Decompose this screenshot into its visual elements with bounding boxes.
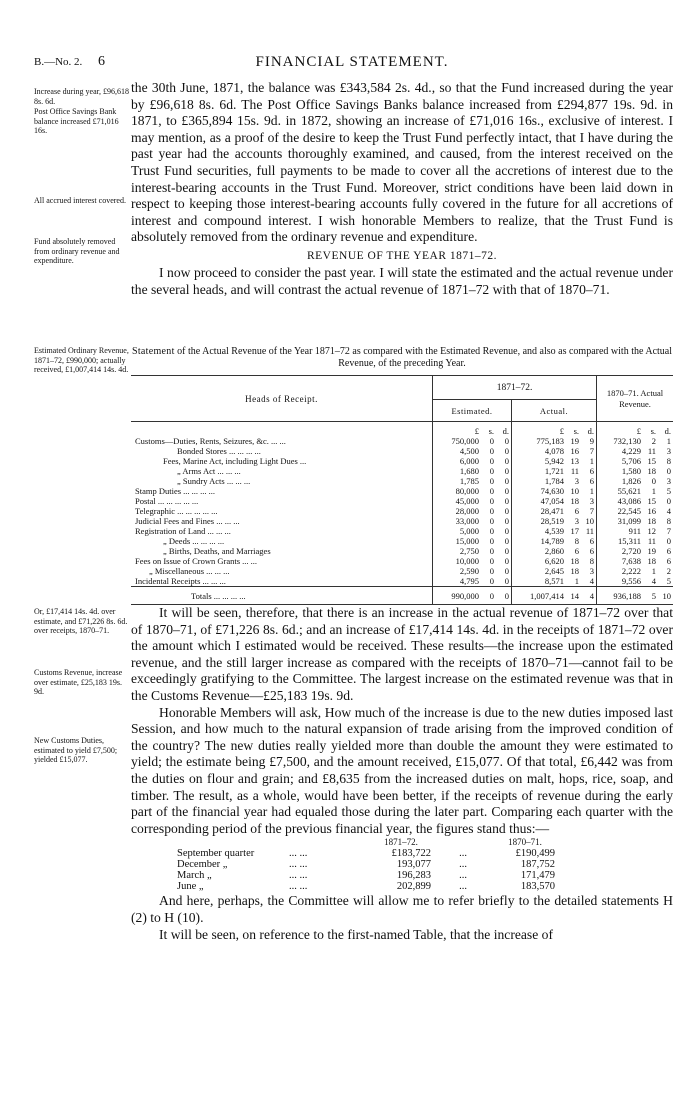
- table-row: [131, 526, 673, 536]
- amount-shillings: 0: [489, 546, 494, 556]
- money-cell: [433, 576, 512, 587]
- receipt-head: „ Arms Act ... ... ...: [177, 466, 241, 476]
- amount-shillings: 1: [651, 486, 656, 496]
- units-cell: [433, 422, 512, 437]
- amount-pounds: 28,000: [455, 506, 479, 516]
- quarter-col-1870-71: 1870–71.: [508, 837, 542, 848]
- amount-pounds: 6,620: [544, 556, 564, 566]
- amount-shillings: 0: [489, 486, 494, 496]
- amount-pounds: 1,680: [459, 466, 479, 476]
- totals-row: [131, 587, 673, 605]
- amount-pence: 0: [504, 466, 509, 476]
- caption-text: of the Actual Revenue of the Year 1871–72 as compared with the Estimated Revenue, and also as compared with the Actual Revenue, of the preceding Year.: [177, 346, 673, 369]
- amount-pence: 0: [504, 446, 509, 456]
- amount-pence: 3: [666, 476, 671, 486]
- amount-pence: 2: [666, 566, 671, 576]
- money-cell: [512, 436, 597, 446]
- receipt-head: Incidental Receipts ... ... ...: [135, 576, 226, 586]
- amount-shillings: 16: [570, 446, 579, 456]
- amount-shillings: 19: [570, 436, 579, 446]
- revenue-table: [131, 375, 673, 605]
- money-cell: [597, 587, 674, 605]
- unit-pence: d.: [587, 426, 594, 436]
- quarter-value-1870-71: 187,752: [520, 859, 555, 871]
- amount-pence: 7: [666, 526, 671, 536]
- amount-pence: 3: [589, 566, 594, 576]
- money-cell: [433, 516, 512, 526]
- amount-pounds: 45,000: [455, 496, 479, 506]
- money-cell: [597, 516, 674, 526]
- page-number: 6: [98, 54, 105, 69]
- amount-shillings: 0: [489, 466, 494, 476]
- money-cell: [512, 576, 597, 587]
- money-cell: [597, 436, 674, 446]
- money-cell: [597, 526, 674, 536]
- amount-pence: 0: [666, 536, 671, 546]
- amount-shillings: 5: [651, 590, 656, 601]
- money-cell: [597, 536, 674, 546]
- amount-pounds: 14,789: [540, 536, 564, 546]
- table-row: [131, 486, 673, 496]
- amount-pounds: 4,500: [459, 446, 479, 456]
- amount-shillings: 18: [570, 556, 579, 566]
- money-cell: [597, 486, 674, 496]
- amount-pence: 0: [504, 526, 509, 536]
- amount-shillings: 0: [489, 506, 494, 516]
- unit-shillings: s.: [650, 426, 656, 436]
- amount-pence: 6: [589, 536, 594, 546]
- receipt-head: Bonded Stores ... ... ... ...: [177, 446, 261, 456]
- paragraph: the 30th June, 1871, the balance was £343,584 2s. 4d., so that the Fund increased during the year by £96,618 8s. 6d. The Post Office Savings Banks balance increased from £294,877 19s. 9d. in 1871, to £365,894 15s. 9d. in 1872, showing an increase of £71,016 16s., exclusive of interest. I may mention, as a proof of the desire to keep the Trust Fund perfectly intact, that I have during the past year had the accounts thoroughly examined, and caused, from the interest received on the Trust Fund securities, full payments to be made to cover all the accretions of interest due to the interest-bearing accounts in the Trust Fund. Moreover, strict conditions have been laid down in respect to keeping those interest-bearing accounts fully covered in the future for all accretions of interest and compound interest. I wish honorable Members to realize, that the Trust Fund is absolutely removed from the ordinary revenue and expenditure.: [131, 80, 673, 245]
- caption-lead: Statement: [131, 346, 175, 357]
- amount-pence: 0: [504, 546, 509, 556]
- quarter-col-1871-72: 1871–72.: [384, 837, 418, 848]
- quarter-comparison-table: [171, 837, 561, 892]
- amount-pounds: 1,721: [544, 466, 564, 476]
- money-cell: [597, 496, 674, 506]
- amount-pence: 0: [504, 516, 509, 526]
- amount-shillings: 8: [574, 536, 579, 546]
- amount-pence: 6: [666, 556, 671, 566]
- amount-shillings: 18: [647, 556, 656, 566]
- money-cell: [512, 587, 597, 605]
- amount-pounds: 31,099: [617, 516, 641, 526]
- receipt-head: Customs—Duties, Rents, Seizures, &c. ... ...: [135, 436, 286, 446]
- paragraph: I now proceed to consider the past year. I will state the estimated and the actual revenue under the several heads, and will contrast the actual revenue of 1871–72 with that of 1870–71.: [131, 264, 673, 297]
- amount-shillings: 2: [651, 436, 656, 446]
- money-cell: [512, 556, 597, 566]
- margin-note: All accrued interest covered.: [34, 196, 126, 205]
- receipt-head: Judicial Fees and Fines ... ... ...: [135, 516, 240, 526]
- receipt-head: „ Deeds ... ... ... ...: [163, 536, 225, 546]
- paragraph: Honorable Members will ask, How much of the increase is due to the new duties imposed last Session, and how much to the natural expansion of trade arising from the improved condition of the country? The new duties really yielded more than double the amount they were estimated to yield; the estimate being £7,500, and the amount received, £15,077. Of that total, £6,442 was from the duties on flour and grain; and £8,635 from the increased duties on malt, hops, rice, soap, and timber. The result, as a whole, would have been better, if the receipts of revenue during the early part of the financial year had equaled those during the later part. Comparing each quarter with the corresponding period of the previous financial year, the figures stand thus:—: [131, 704, 673, 836]
- money-cell: [512, 566, 597, 576]
- totals-label: Totals ... ... ... ...: [131, 587, 433, 605]
- revenue-table-body: [131, 422, 673, 605]
- amount-pounds: 1,007,414: [530, 590, 564, 601]
- units-blank: [131, 422, 433, 437]
- money-cell: [512, 476, 597, 486]
- amount-pence: 1: [589, 456, 594, 466]
- paragraph: It will be seen, therefore, that there is an increase in the actual revenue of 1871–72 over that of 1870–71, of £71,226 8s. 6d.; and an increase of £17,414 14s. 4d. in the receipts of 1871–72 over the amount which I estimated would be received. These results—the increase upon the estimated revenue, and the still larger increase as compared with the receipts of 1870–71—cannot fail to be exceedingly gratifying to the Committee. The largest increase on the estimated revenue was that in the Customs Revenue—£25,183 19s. 9d.: [131, 605, 673, 703]
- money-cell: [433, 587, 512, 605]
- money-cell: [433, 486, 512, 496]
- amount-shillings: 18: [570, 496, 579, 506]
- money-cell: [512, 486, 597, 496]
- amount-pounds: 47,054: [540, 496, 564, 506]
- quarter-value-1870-71: 183,570: [520, 881, 555, 893]
- quarter-label: September quarter: [177, 848, 255, 860]
- margin-note: Post Office Savings Bank balance increased £71,016 16s.: [34, 107, 119, 135]
- amount-pence: 1: [589, 486, 594, 496]
- money-cell: [512, 546, 597, 556]
- quarter-value-1871-72: 193,077: [396, 859, 431, 871]
- quarter-row: [171, 848, 561, 859]
- revenue-statement: [131, 346, 673, 605]
- amount-pence: 3: [666, 446, 671, 456]
- margin-note: Or, £17,414 14s. 4d. over estimate, and £71,226 8s. 6d. over receipts, 1870–71.: [34, 607, 128, 635]
- money-cell: [433, 536, 512, 546]
- amount-pence: 0: [504, 436, 509, 446]
- money-cell: [433, 546, 512, 556]
- money-cell: [512, 456, 597, 466]
- amount-pounds: 775,183: [536, 436, 564, 446]
- amount-pence: 0: [504, 456, 509, 466]
- amount-pence: 7: [589, 506, 594, 516]
- amount-pence: 0: [504, 536, 509, 546]
- money-cell: [512, 506, 597, 516]
- table-row: [131, 456, 673, 466]
- quarter-value-1870-71: 171,479: [520, 870, 555, 882]
- amount-shillings: 0: [489, 526, 494, 536]
- quarter-value-1871-72: £183,722: [391, 848, 431, 860]
- amount-pounds: 8,571: [544, 576, 564, 586]
- leader-dots: ...: [459, 881, 467, 893]
- table-row: [131, 506, 673, 516]
- amount-pence: 0: [504, 576, 509, 586]
- units-cell: [597, 422, 674, 437]
- margin-note: New Customs Duties, estimated to yield £7,500; yielded £15,077.: [34, 736, 118, 764]
- margin-note: Customs Revenue, increase over estimate, £25,183 19s. 9d.: [34, 668, 123, 696]
- amount-pounds: 80,000: [455, 486, 479, 496]
- money-cell: [597, 546, 674, 556]
- amount-shillings: 0: [489, 556, 494, 566]
- money-cell: [433, 556, 512, 566]
- amount-pence: 5: [666, 486, 671, 496]
- amount-shillings: 0: [651, 476, 656, 486]
- amount-pence: 10: [585, 516, 594, 526]
- quarter-label: June „: [177, 881, 204, 893]
- money-cell: [433, 506, 512, 516]
- amount-shillings: 15: [647, 496, 656, 506]
- amount-pence: 0: [666, 496, 671, 506]
- unit-pence: d.: [502, 426, 509, 436]
- table-caption: [131, 346, 673, 370]
- amount-pounds: 22,545: [617, 506, 641, 516]
- amount-pounds: 4,229: [621, 446, 641, 456]
- table-row: [131, 496, 673, 506]
- table-row: [131, 476, 673, 486]
- amount-pence: 6: [589, 546, 594, 556]
- amount-pence: 4: [589, 576, 594, 586]
- table-row: [131, 466, 673, 476]
- amount-shillings: 0: [489, 456, 494, 466]
- table-row: [131, 536, 673, 546]
- money-cell: [512, 516, 597, 526]
- amount-pence: 11: [585, 526, 594, 536]
- amount-pence: 1: [666, 436, 671, 446]
- amount-pounds: 4,795: [459, 576, 479, 586]
- amount-pence: 6: [666, 546, 671, 556]
- amount-pounds: 2,222: [621, 566, 641, 576]
- page-title: FINANCIAL STATEMENT.: [255, 54, 449, 70]
- amount-shillings: 4: [651, 576, 656, 586]
- money-cell: [597, 476, 674, 486]
- quarter-row: [171, 859, 561, 870]
- amount-pounds: 10,000: [455, 556, 479, 566]
- money-cell: [597, 576, 674, 587]
- amount-pounds: 911: [628, 526, 641, 536]
- amount-shillings: 3: [574, 516, 579, 526]
- money-cell: [433, 476, 512, 486]
- money-cell: [433, 436, 512, 446]
- unit-pound: £: [636, 426, 641, 436]
- amount-pounds: 2,720: [621, 546, 641, 556]
- amount-pence: 0: [504, 506, 509, 516]
- amount-pounds: 5,706: [621, 456, 641, 466]
- amount-shillings: 12: [647, 526, 656, 536]
- amount-pounds: 1,784: [544, 476, 564, 486]
- amount-pounds: 5,000: [459, 526, 479, 536]
- col-group-1871-72: 1871–72.: [433, 376, 597, 400]
- receipt-head: Stamp Duties ... ... ... ...: [135, 486, 216, 496]
- receipt-head: Registration of Land ... ... ...: [135, 526, 231, 536]
- amount-pounds: 2,590: [459, 566, 479, 576]
- amount-pounds: 15,000: [455, 536, 479, 546]
- paragraph: It will be seen, on reference to the first-named Table, that the increase of: [159, 926, 553, 942]
- money-cell: [433, 496, 512, 506]
- amount-shillings: 15: [647, 456, 656, 466]
- amount-shillings: 16: [647, 506, 656, 516]
- amount-shillings: 6: [574, 506, 579, 516]
- amount-pounds: 15,311: [617, 536, 641, 546]
- amount-shillings: 10: [570, 486, 579, 496]
- amount-shillings: 1: [651, 566, 656, 576]
- col-estimated: Estimated.: [433, 400, 512, 422]
- amount-pence: 0: [504, 496, 509, 506]
- amount-pounds: 28,471: [540, 506, 564, 516]
- units-row: [131, 422, 673, 437]
- quarter-value-1870-71: £190,499: [515, 848, 555, 860]
- amount-pence: 4: [589, 590, 594, 601]
- amount-shillings: 0: [489, 496, 494, 506]
- amount-pence: 8: [589, 556, 594, 566]
- margin-note: Increase during year, £96,618 8s. 6d.: [34, 87, 129, 106]
- receipt-head: Fees, Marine Act, including Light Dues ...: [163, 456, 307, 466]
- quarter-row: [171, 870, 561, 881]
- amount-pence: 10: [662, 590, 671, 601]
- money-cell: [433, 446, 512, 456]
- unit-pound: £: [474, 426, 479, 436]
- money-cell: [597, 566, 674, 576]
- money-cell: [433, 566, 512, 576]
- unit-shillings: s.: [573, 426, 579, 436]
- amount-shillings: 11: [570, 466, 579, 476]
- money-cell: [433, 466, 512, 476]
- quarter-row: [171, 881, 561, 892]
- leader-dots: ... ...: [289, 848, 308, 860]
- amount-pence: 8: [666, 516, 671, 526]
- money-cell: [433, 526, 512, 536]
- amount-shillings: 1: [574, 576, 579, 586]
- amount-pence: 5: [666, 576, 671, 586]
- amount-pounds: 4,078: [544, 446, 564, 456]
- amount-shillings: 0: [489, 436, 494, 446]
- quarter-value-1871-72: 202,899: [396, 881, 431, 893]
- paragraph: And here, perhaps, the Committee will allow me to refer briefly to the detailed statements H (2) to H (10).: [131, 893, 673, 925]
- amount-pounds: 5,942: [544, 456, 564, 466]
- unit-pence: d.: [664, 426, 671, 436]
- margin-note: Fund absolutely removed from ordinary revenue and expenditure.: [34, 237, 120, 265]
- amount-shillings: 0: [489, 516, 494, 526]
- amount-pounds: 750,000: [451, 436, 479, 446]
- money-cell: [597, 556, 674, 566]
- quarter-label: December „: [177, 859, 228, 871]
- document-reference: B.—No. 2.: [34, 56, 83, 68]
- amount-pounds: 2,645: [544, 566, 564, 576]
- receipt-head: Fees on Issue of Crown Grants ... ...: [135, 556, 258, 566]
- amount-pence: 4: [666, 506, 671, 516]
- money-cell: [433, 456, 512, 466]
- col-heads-of-receipt: Heads of Receipt.: [131, 376, 433, 422]
- amount-shillings: 0: [489, 576, 494, 586]
- table-row: [131, 556, 673, 566]
- units-cell: [512, 422, 597, 437]
- money-cell: [512, 466, 597, 476]
- table-row: [131, 436, 673, 446]
- money-cell: [597, 446, 674, 456]
- quarter-table-body: [171, 848, 561, 892]
- leader-dots: ... ...: [289, 859, 308, 871]
- amount-pence: 8: [666, 456, 671, 466]
- amount-pounds: 1,580: [621, 466, 641, 476]
- quarter-value-1871-72: 196,283: [396, 870, 431, 882]
- amount-shillings: 0: [489, 446, 494, 456]
- amount-pounds: 1,826: [621, 476, 641, 486]
- money-cell: [597, 466, 674, 476]
- body-text-bottom: [131, 605, 673, 943]
- leader-dots: ... ...: [289, 881, 308, 893]
- amount-shillings: 18: [570, 566, 579, 576]
- amount-pence: 9: [589, 436, 594, 446]
- table-row: [131, 566, 673, 576]
- amount-pence: 0: [504, 556, 509, 566]
- amount-pence: 0: [666, 466, 671, 476]
- amount-shillings: 6: [574, 546, 579, 556]
- receipt-head: „ Births, Deaths, and Marriages: [163, 546, 271, 556]
- amount-pounds: 33,000: [455, 516, 479, 526]
- money-cell: [512, 526, 597, 536]
- receipt-head: „ Miscellaneous ... ... ...: [149, 566, 230, 576]
- leader-dots: ...: [459, 859, 467, 871]
- amount-shillings: 0: [489, 566, 494, 576]
- amount-pounds: 43,086: [617, 496, 641, 506]
- amount-shillings: 0: [489, 590, 494, 601]
- amount-pounds: 7,638: [621, 556, 641, 566]
- amount-shillings: 18: [647, 516, 656, 526]
- page-header: [34, 54, 670, 74]
- money-cell: [597, 506, 674, 516]
- amount-pounds: 990,000: [451, 590, 479, 601]
- table-row: [131, 546, 673, 556]
- table-row: [131, 516, 673, 526]
- money-cell: [512, 446, 597, 456]
- unit-pound: £: [559, 426, 564, 436]
- receipt-head: Telegraphic ... ... ... ... ...: [135, 506, 218, 516]
- col-actual-revenue-1870-71: 1870–71. Actual Revenue.: [597, 376, 674, 422]
- amount-pounds: 1,785: [459, 476, 479, 486]
- amount-pounds: 74,630: [540, 486, 564, 496]
- money-cell: [512, 536, 597, 546]
- amount-pence: 3: [589, 496, 594, 506]
- amount-shillings: 17: [570, 526, 579, 536]
- receipt-head: „ Sundry Acts ... ... ...: [177, 476, 251, 486]
- leader-dots: ...: [459, 870, 467, 882]
- amount-pence: 0: [504, 590, 509, 601]
- amount-shillings: 13: [570, 456, 579, 466]
- amount-shillings: 11: [647, 536, 656, 546]
- section-heading: REVENUE OF THE YEAR 1871–72.: [306, 249, 497, 262]
- amount-shillings: 14: [570, 590, 579, 601]
- amount-shillings: 18: [647, 466, 656, 476]
- amount-pounds: 2,750: [459, 546, 479, 556]
- receipt-head: Postal ... ... ... ... ...: [135, 496, 199, 506]
- col-actual: Actual.: [512, 400, 597, 422]
- quarter-label: March „: [177, 870, 212, 882]
- unit-shillings: s.: [488, 426, 494, 436]
- amount-pounds: 936,188: [613, 590, 641, 601]
- amount-pounds: 9,556: [621, 576, 641, 586]
- amount-pence: 6: [589, 466, 594, 476]
- amount-shillings: 11: [647, 446, 656, 456]
- amount-shillings: 0: [489, 476, 494, 486]
- amount-shillings: 3: [574, 476, 579, 486]
- amount-pence: 7: [589, 446, 594, 456]
- table-row: [131, 576, 673, 587]
- amount-pence: 0: [504, 486, 509, 496]
- body-text-top: [131, 80, 673, 298]
- amount-pounds: 2,860: [544, 546, 564, 556]
- amount-shillings: 0: [489, 536, 494, 546]
- amount-pence: 0: [504, 476, 509, 486]
- leader-dots: ...: [459, 848, 467, 860]
- table-row: [131, 446, 673, 456]
- amount-pence: 0: [504, 566, 509, 576]
- amount-pounds: 732,130: [613, 436, 641, 446]
- amount-pounds: 6,000: [459, 456, 479, 466]
- amount-pounds: 4,539: [544, 526, 564, 536]
- leader-dots: ... ...: [289, 870, 308, 882]
- amount-shillings: 19: [647, 546, 656, 556]
- money-cell: [597, 456, 674, 466]
- money-cell: [512, 496, 597, 506]
- amount-pounds: 28,519: [540, 516, 564, 526]
- amount-pence: 6: [589, 476, 594, 486]
- margin-note: Estimated Ordinary Revenue, 1871–72, £990,000; actually received, £1,007,414 14s. 4d.: [34, 346, 129, 374]
- amount-pounds: 55,621: [617, 486, 641, 496]
